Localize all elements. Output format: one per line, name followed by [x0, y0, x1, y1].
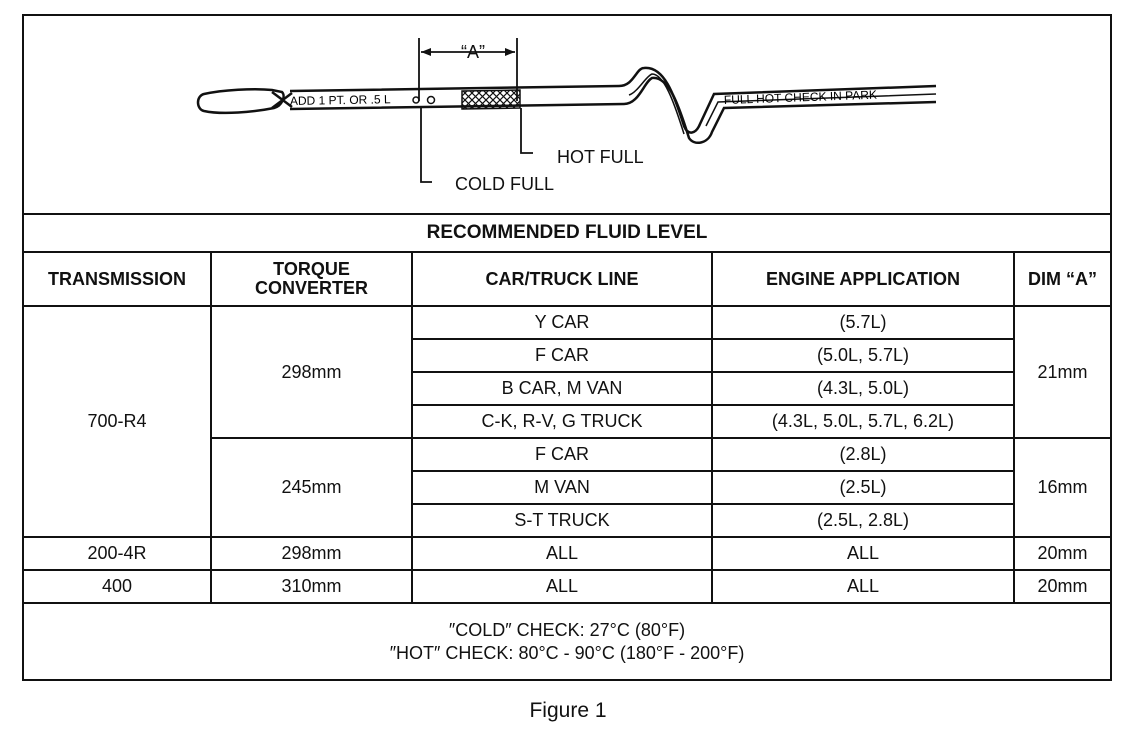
- cell-line: Y CAR: [412, 306, 712, 339]
- hot-full-leader: [521, 108, 533, 153]
- table-row: [24, 537, 1110, 570]
- cell-transmission: 700-R4: [24, 306, 211, 537]
- cell-converter: 245mm: [211, 438, 412, 537]
- cell-line: M VAN: [412, 471, 712, 504]
- header-converter-line1: TORQUE: [273, 259, 350, 279]
- header-line: CAR/TRUCK LINE: [412, 252, 712, 306]
- cell-line: S-T TRUCK: [412, 504, 712, 537]
- hot-range-hatch: [462, 90, 520, 109]
- stick-text-add: ADD 1 PT. OR .5 L: [289, 92, 391, 108]
- cold-full-label: COLD FULL: [455, 174, 555, 194]
- cell-engine: (2.8L): [712, 438, 1014, 471]
- header-converter: [211, 252, 412, 306]
- cold-check-note: ″COLD″ CHECK: 27°C (80°F): [448, 620, 686, 640]
- cell-line: ALL: [412, 570, 712, 603]
- figure-caption: Figure 1: [529, 699, 607, 722]
- cell-transmission: 400: [24, 570, 211, 603]
- header-dim: DIM “A”: [1014, 252, 1110, 306]
- header-transmission: TRANSMISSION: [24, 252, 211, 306]
- cell-converter: 310mm: [211, 570, 412, 603]
- dipstick-drawing: [24, 16, 1110, 213]
- cell-line: B CAR, M VAN: [412, 372, 712, 405]
- cell-converter: 298mm: [211, 306, 412, 438]
- cell-engine: (4.3L, 5.0L, 5.7L, 6.2L): [712, 405, 1014, 438]
- cell-dim: 20mm: [1014, 537, 1110, 570]
- cell-dim: 20mm: [1014, 570, 1110, 603]
- cell-line: F CAR: [412, 438, 712, 471]
- cell-engine: (2.5L, 2.8L): [712, 504, 1014, 537]
- cold-full-hole: [428, 97, 435, 104]
- cell-engine: (4.3L, 5.0L): [712, 372, 1014, 405]
- header-engine: ENGINE APPLICATION: [712, 252, 1014, 306]
- dim-a-label: “A”: [461, 42, 485, 62]
- cell-line: ALL: [412, 537, 712, 570]
- cold-full-leader: [421, 106, 432, 182]
- dipstick-handle: [198, 89, 284, 113]
- cell-dim: 21mm: [1014, 306, 1110, 438]
- table-row: [24, 570, 1110, 603]
- hot-check-note: ″HOT″ CHECK: 80°C - 90°C (180°F - 200°F): [389, 643, 745, 663]
- cell-line: C-K, R-V, G TRUCK: [412, 405, 712, 438]
- check-notes: [24, 603, 1110, 680]
- header-converter-line2: CONVERTER: [254, 278, 368, 298]
- cell-dim: 16mm: [1014, 438, 1110, 537]
- fluid-level-table: [24, 215, 1110, 680]
- stick-text-full: FULL HOT CHECK IN PARK: [723, 87, 878, 107]
- cell-engine: ALL: [712, 570, 1014, 603]
- table-row: [24, 306, 1110, 339]
- cell-engine: (5.0L, 5.7L): [712, 339, 1014, 372]
- cell-engine: (2.5L): [712, 471, 1014, 504]
- cell-engine: ALL: [712, 537, 1014, 570]
- table-title: RECOMMENDED FLUID LEVEL: [24, 215, 1110, 252]
- hot-full-label: HOT FULL: [557, 147, 644, 167]
- figure-frame: [22, 14, 1112, 681]
- cell-transmission: 200-4R: [24, 537, 211, 570]
- cell-line: F CAR: [412, 339, 712, 372]
- cell-converter: 298mm: [211, 537, 412, 570]
- dipstick-illustration: [24, 16, 1110, 215]
- cell-engine: (5.7L): [712, 306, 1014, 339]
